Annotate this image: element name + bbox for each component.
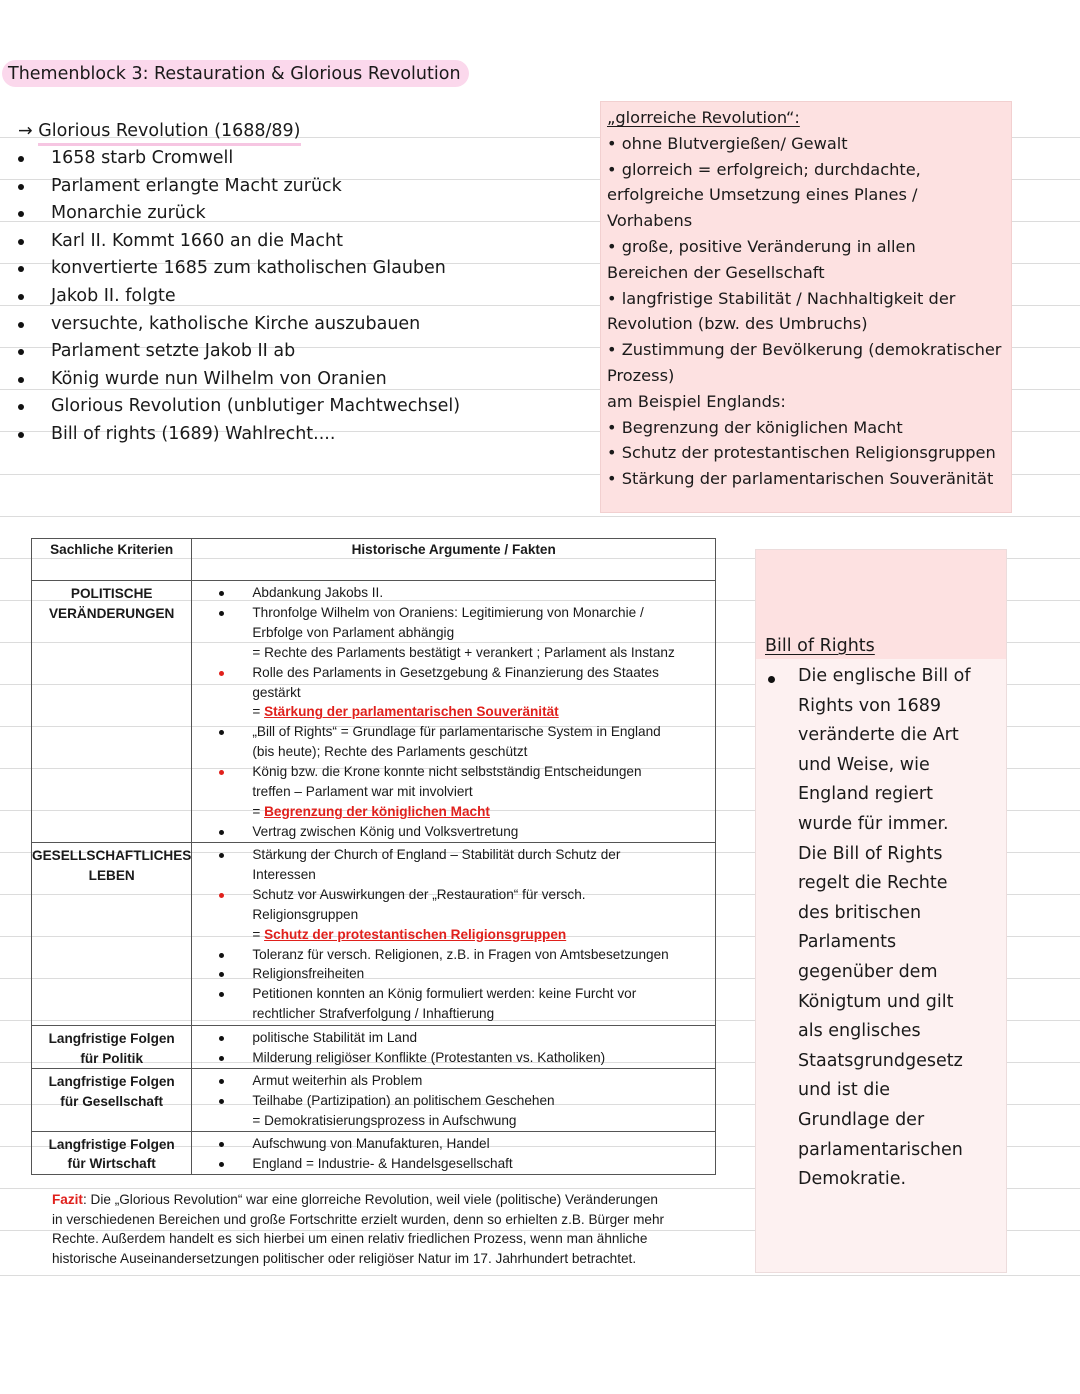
note-title: Bill of Rights xyxy=(765,636,875,656)
criterion-text: VERÄNDERUNGEN xyxy=(48,605,175,621)
list-item-text: versuchte, katholische Kirche auszubauen xyxy=(51,313,421,334)
table-row xyxy=(32,1131,716,1174)
fact-bullet xyxy=(212,964,709,984)
table-header-row xyxy=(32,539,716,581)
criterion-text: Langfristige Folgen xyxy=(48,1136,175,1152)
facts-cell xyxy=(192,843,716,1026)
fazit-paragraph xyxy=(52,1190,712,1269)
bullet-icon xyxy=(18,266,24,272)
bullet-icon xyxy=(18,211,24,217)
table-row xyxy=(32,1026,716,1069)
list-item-text: Jakob II. folgte xyxy=(51,285,176,306)
fact-text: „Bill of Rights“ = Grundlage für parlamentarische System in England xyxy=(252,724,661,740)
bullet-icon xyxy=(219,730,224,735)
list-item-text: Bill of rights (1689) Wahlrecht.... xyxy=(51,423,336,444)
criterion-text: für Politik xyxy=(80,1050,144,1066)
column-header: Historische Argumente / Fakten xyxy=(192,539,716,581)
list-item-text: 1658 starb Cromwell xyxy=(51,148,234,168)
criterion-cell xyxy=(32,843,192,1026)
list-item-text: Karl II. Kommt 1660 an die Macht xyxy=(51,230,343,251)
note-line: Prozess) xyxy=(607,365,675,385)
fact-text: Aufschwung von Manufakturen, Handel xyxy=(252,1135,490,1151)
fact-text: Religionsgruppen xyxy=(252,906,359,922)
bullet-icon xyxy=(219,1079,224,1084)
note-line: als englisches xyxy=(798,1021,921,1042)
fact-text: England = Industrie- & Handelsgesellschaft xyxy=(252,1155,513,1171)
table-row xyxy=(32,581,716,843)
list-item xyxy=(14,173,584,201)
facts-cell xyxy=(192,581,716,843)
criterion-cell xyxy=(32,1131,192,1174)
bullet-icon xyxy=(18,294,24,300)
note-body xyxy=(798,662,1003,1195)
facts-cell xyxy=(192,1026,716,1069)
list-item-text: Parlament setzte Jakob II ab xyxy=(51,341,296,362)
note-line: • Zustimmung der Bevölkerung (demokratischer xyxy=(607,340,1002,360)
list-item-text: Parlament erlangte Macht zurück xyxy=(51,175,342,196)
ruled-line xyxy=(0,1275,1080,1276)
list-item-text: Glorious Revolution (unblutiger Machtwechsel) xyxy=(51,396,461,417)
criterion-text: für Gesellschaft xyxy=(60,1093,164,1109)
note-line: Revolution (bzw. des Umbruchs) xyxy=(607,314,868,334)
fact-text: = Rechte des Parlaments bestätigt + verankert ; Parlament als Instanz xyxy=(252,644,675,660)
list-item-text: konvertierte 1685 zum katholischen Glauben xyxy=(51,258,446,279)
fazit-line xyxy=(52,1190,712,1210)
note-line: und Weise, wie xyxy=(798,754,930,775)
fact-bullet xyxy=(212,1048,709,1068)
criterion-cell xyxy=(32,1026,192,1069)
bullet-icon xyxy=(219,953,224,958)
fazit-line: in verschiedenen Bereichen und große Fortschritte erzielt wurden, denn so erhielten z.B. Bürger mehr xyxy=(52,1211,665,1227)
bullet-icon xyxy=(18,239,24,245)
list-item xyxy=(14,421,584,449)
fact-bullet xyxy=(212,822,709,842)
list-item xyxy=(14,200,584,228)
note-line: regelt die Rechte xyxy=(798,873,948,894)
criterion-text: POLITISCHE xyxy=(70,586,153,601)
fazit-label: Fazit xyxy=(52,1192,83,1207)
bullet-icon xyxy=(219,611,224,616)
bullet-icon xyxy=(18,404,24,410)
note-line: erfolgreiche Umsetzung eines Planes / xyxy=(607,185,918,205)
bullet-icon xyxy=(219,1056,224,1061)
note-line: wurde für immer. xyxy=(798,813,949,834)
bullet-icon xyxy=(18,184,24,190)
note-line: • Schutz der protestantischen Religionsgruppen xyxy=(607,443,996,463)
bullet-icon xyxy=(18,156,24,162)
criteria-table xyxy=(31,538,716,1175)
list-item-text: König wurde nun Wilhelm von Oranien xyxy=(51,368,387,389)
list-item xyxy=(14,145,584,173)
fact-bullet xyxy=(212,603,709,663)
fact-text: Interessen xyxy=(252,866,316,882)
page-title: Themenblock 3: Restauration & Glorious Revolution xyxy=(2,60,469,87)
fact-conclusion xyxy=(252,925,709,945)
bullet-icon xyxy=(219,992,224,997)
fact-text: politische Stabilität im Land xyxy=(252,1030,418,1045)
bullet-icon xyxy=(219,830,224,835)
bullet-icon xyxy=(18,322,24,328)
glorious-revolution-list xyxy=(14,117,584,449)
list-heading-text: Glorious Revolution (1688/89) xyxy=(38,119,300,146)
criterion-text: LEBEN xyxy=(88,867,135,883)
note-line: am Beispiel Englands: xyxy=(607,391,786,411)
note-line: • Stärkung der parlamentarischen Souveränität xyxy=(607,469,994,489)
fact-text: (bis heute); Rechte des Parlaments geschützt xyxy=(252,744,528,760)
note-line: • langfristige Stabilität / Nachhaltigkeit der xyxy=(607,288,956,308)
fact-text: Stärkung der Church of England – Stabilität durch Schutz der xyxy=(252,847,621,862)
fact-text: Petitionen konnten an König formuliert werden: keine Furcht vor xyxy=(252,986,637,1002)
list-item xyxy=(14,366,584,394)
fact-bullet xyxy=(212,945,709,965)
note-line: Parlaments xyxy=(798,932,897,953)
fact-bullet xyxy=(212,1134,709,1154)
arrow-right-icon: → xyxy=(18,121,33,141)
list-heading xyxy=(14,117,584,145)
note-line: Grundlage der xyxy=(798,1109,925,1130)
note-line: Die englische Bill of xyxy=(798,666,971,686)
fact-bullet xyxy=(212,722,709,762)
fact-conclusion xyxy=(252,802,709,822)
fact-text: rechtlicher Strafverfolgung / Inhaftierung xyxy=(252,1006,495,1022)
fazit-line: historische Auseinandersetzungen politischer oder religiöser Natur im 17. Jahrhundert betrachtet. xyxy=(52,1251,637,1267)
fact-bullet-key xyxy=(212,762,709,822)
facts-cell xyxy=(192,1069,716,1132)
note-line: veränderte die Art xyxy=(798,725,959,746)
bullet-icon xyxy=(219,1036,224,1041)
facts-cell xyxy=(192,1131,716,1174)
table-row xyxy=(32,1069,716,1132)
highlight-text: Schutz der protestantischen Religionsgruppen xyxy=(264,926,567,942)
equals-sign: = xyxy=(252,926,265,942)
fact-bullet xyxy=(212,583,709,603)
criterion-text: für Wirtschaft xyxy=(67,1156,156,1172)
note-line: des britischen xyxy=(798,902,922,923)
note-line: gegenüber dem xyxy=(798,961,938,982)
fact-conclusion xyxy=(252,702,709,722)
note-line: • ohne Blutvergießen/ Gewalt xyxy=(607,133,848,153)
note-title: „glorreiche Revolution“: xyxy=(607,108,800,127)
highlight-text: Begrenzung der königlichen Macht xyxy=(264,803,490,819)
fact-text: Milderung religiöser Konflikte (Protestanten vs. Katholiken) xyxy=(252,1049,606,1065)
note-line: Vorhabens xyxy=(607,211,693,231)
fact-text: Erbfolge von Parlament abhängig xyxy=(252,624,455,640)
bullet-icon xyxy=(18,377,24,383)
criterion-cell xyxy=(32,581,192,843)
fact-text: gestärkt xyxy=(252,684,301,700)
fact-text: Thronfolge Wilhelm von Oraniens: Legitimierung von Monarchie / xyxy=(252,604,644,620)
note-line: Königtum und gilt xyxy=(798,991,954,1012)
red-bullet-icon xyxy=(219,893,224,898)
column-header: Sachliche Kriterien xyxy=(32,539,192,581)
list-item xyxy=(14,338,584,366)
fact-text: Toleranz für versch. Religionen, z.B. in Fragen von Amtsbesetzungen xyxy=(252,946,669,962)
note-line: Bereichen der Gesellschaft xyxy=(607,262,825,282)
fact-text: Religionsfreiheiten xyxy=(252,966,365,982)
equals-sign: = xyxy=(252,704,265,720)
fact-text: Teilhabe (Partizipation) an politischem Geschehen xyxy=(252,1092,555,1108)
fact-bullet xyxy=(212,1071,709,1091)
fact-bullet xyxy=(212,1154,709,1174)
fazit-line: Rechte. Außerdem handelt es sich hierbei um einen relativ friedlichen Prozess, wenn man ähnliche xyxy=(52,1231,648,1247)
table-row xyxy=(32,843,716,1026)
list-item xyxy=(14,228,584,256)
glorreiche-revolution-note xyxy=(600,101,1012,513)
red-bullet-icon xyxy=(219,671,224,676)
note-line: • Begrenzung der königlichen Macht xyxy=(607,417,903,437)
fact-text: Rolle des Parlaments in Gesetzgebung & Finanzierung des Staates xyxy=(252,664,659,680)
bullet-icon xyxy=(219,972,224,977)
ruled-line xyxy=(0,516,1080,517)
note-line: und ist die xyxy=(798,1080,890,1101)
note-line: • glorreich = erfolgreich; durchdachte, xyxy=(607,159,921,179)
criterion-text: Langfristige Folgen xyxy=(48,1074,175,1089)
note-line: Die Bill of Rights xyxy=(798,843,943,864)
bullet-icon xyxy=(18,432,24,438)
red-bullet-icon xyxy=(219,770,224,775)
criterion-text: Langfristige Folgen xyxy=(48,1031,175,1046)
list-item xyxy=(14,255,584,283)
note-line: • große, positive Veränderung in allen xyxy=(607,236,916,256)
bill-of-rights-note xyxy=(755,549,1007,1273)
bullet-icon xyxy=(18,349,24,355)
fact-bullet xyxy=(212,1028,709,1048)
bullet-icon xyxy=(219,1142,224,1147)
fact-text: treffen – Parlament war mit involviert xyxy=(252,784,473,800)
list-item-text: Monarchie zurück xyxy=(51,203,206,224)
bullet-icon xyxy=(219,1162,224,1167)
highlight-text: Stärkung der parlamentarischen Souveränität xyxy=(264,704,559,720)
fact-bullet xyxy=(212,1091,709,1131)
fact-text: Armut weiterhin als Problem xyxy=(252,1073,423,1088)
note-line: parlamentarischen xyxy=(798,1139,963,1160)
fact-bullet xyxy=(212,845,709,885)
bullet-icon xyxy=(219,1099,224,1104)
fact-text: = Demokratisierungsprozess in Aufschwung xyxy=(252,1112,517,1128)
fact-bullet xyxy=(212,984,709,1024)
fact-text: Vertrag zwischen König und Volksvertretung xyxy=(252,823,519,839)
list-item xyxy=(14,393,584,421)
note-line: Staatsgrundgesetz xyxy=(798,1050,963,1071)
fact-text: Schutz vor Auswirkungen der „Restauration“ für versch. xyxy=(252,886,586,902)
fact-text: König bzw. die Krone konnte nicht selbstständig Entscheidungen xyxy=(252,764,642,780)
list-item xyxy=(14,311,584,339)
criterion-text: GESELLSCHAFTLICHES xyxy=(32,848,192,863)
criterion-cell xyxy=(32,1069,192,1132)
note-line: England regiert xyxy=(798,784,933,805)
list-item xyxy=(14,283,584,311)
bullet-icon xyxy=(219,853,224,858)
fact-bullet-key xyxy=(212,885,709,945)
equals-sign: = xyxy=(252,803,265,819)
fact-text: Abdankung Jakobs II. xyxy=(252,585,384,600)
note-line: Rights von 1689 xyxy=(798,695,942,716)
fazit-text: : Die „Glorious Revolution“ war eine glorreiche Revolution, weil viele (politische) Veränderungen xyxy=(82,1192,658,1207)
fact-bullet-key xyxy=(212,663,709,723)
bullet-icon xyxy=(219,591,224,596)
bullet-icon xyxy=(768,676,775,683)
note-line: Demokratie. xyxy=(798,1169,907,1190)
